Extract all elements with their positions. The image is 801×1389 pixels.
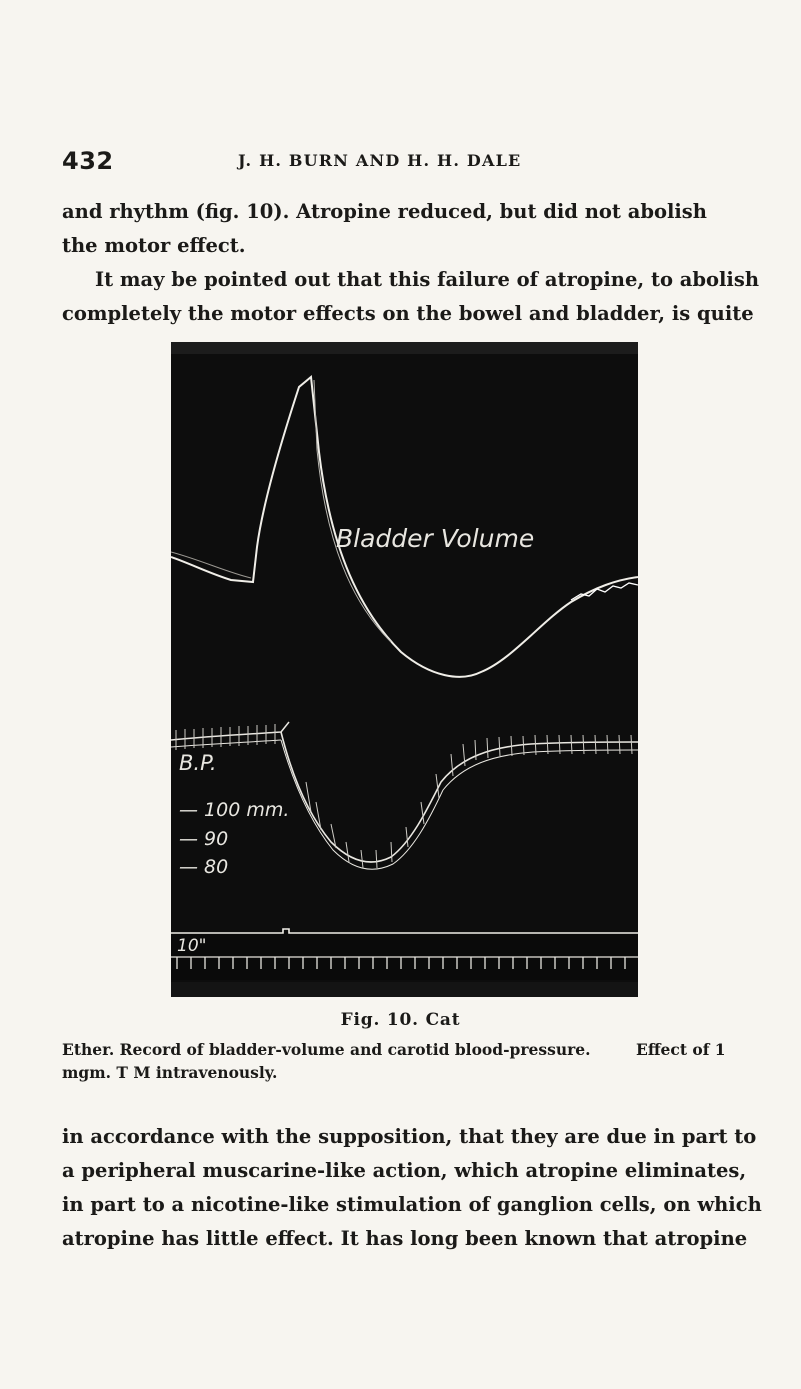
figure-caption <box>62 1038 762 1084</box>
paragraph-bottom <box>62 1120 762 1256</box>
scale-100-label: — 100 mm. <box>179 799 290 821</box>
text-line: a peripheral muscarine-like action, which atropine eliminates, <box>62 1159 747 1182</box>
page-header <box>62 147 762 177</box>
figure-kymograph <box>171 342 638 997</box>
bp-label: B.P. <box>179 751 217 775</box>
figure-caption-title: Fig. 10. Cat <box>340 1010 461 1030</box>
text-line: It may be pointed out that this failure of atropine, to abolish <box>95 268 759 291</box>
paragraph-top <box>62 195 759 331</box>
caption-effect: Effect of 1 <box>636 1040 726 1059</box>
text-line: completely the motor effects on the bowel and bladder, is quite <box>62 302 754 325</box>
caption-line: mgm. T M intravenously. <box>62 1063 278 1082</box>
scale-90-label: — 90 <box>179 828 229 850</box>
time-scale-label: 10" <box>177 936 207 956</box>
running-head: J. H. BURN AND H. H. DALE <box>238 151 522 170</box>
page-number: 432 <box>62 147 114 175</box>
scale-80-label: — 80 <box>179 856 229 878</box>
text-line: in part to a nicotine-like stimulation of ganglion cells, on which <box>62 1193 762 1216</box>
text-line: atropine has little effect. It has long been known that atropine <box>62 1227 748 1250</box>
caption-line: Ether. Record of bladder-volume and carotid blood-pressure. <box>62 1040 591 1059</box>
text-line: and rhythm (fig. 10). Atropine reduced, but did not abolish <box>62 200 707 223</box>
text-line: in accordance with the supposition, that they are due in part to <box>62 1125 757 1148</box>
text-line: the motor effect. <box>62 234 246 257</box>
bladder-volume-label: Bladder Volume <box>336 524 535 553</box>
